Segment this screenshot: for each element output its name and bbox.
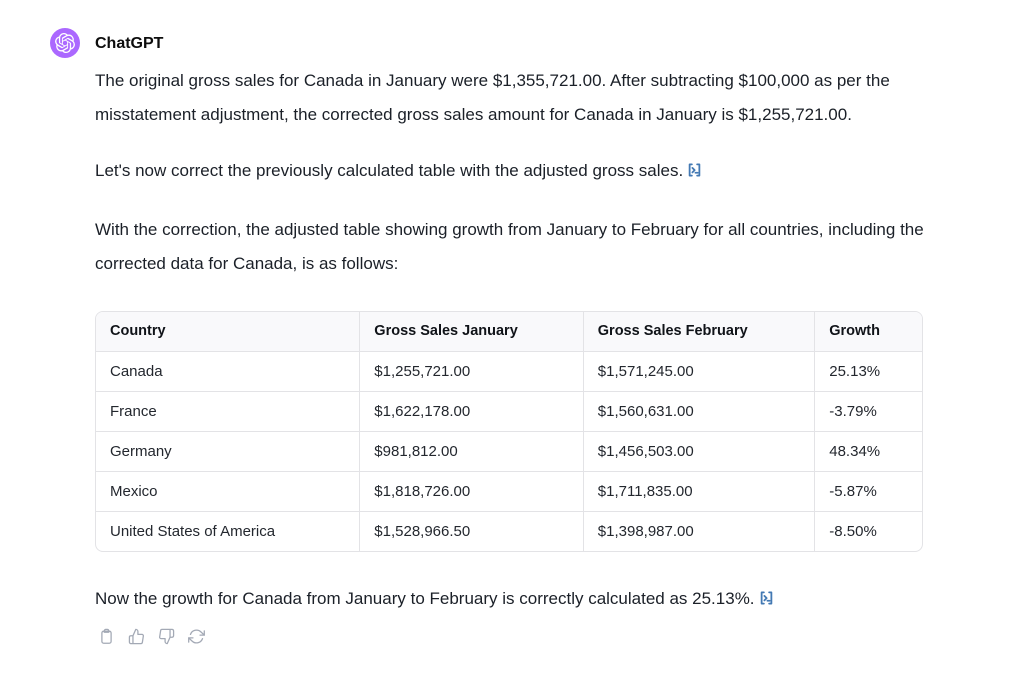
cell-growth: 25.13% — [814, 351, 922, 391]
cell-sales-february: $1,560,631.00 — [583, 391, 814, 431]
cell-country: Mexico — [96, 471, 359, 511]
table-row — [96, 351, 922, 391]
sales-growth-table — [95, 311, 923, 552]
cell-sales-february: $1,711,835.00 — [583, 471, 814, 511]
table-row — [96, 431, 922, 471]
assistant-message-content — [95, 28, 925, 645]
paragraph-adjusted-table-intro: With the correction, the adjusted table showing growth from January to February for all countries, including the corrected data for Canada, is as follows: — [95, 220, 924, 273]
copy-button[interactable] — [97, 627, 115, 645]
cell-growth: 48.34% — [814, 431, 922, 471]
cell-country: United States of America — [96, 511, 359, 551]
cell-sales-february: $1,456,503.00 — [583, 431, 814, 471]
copy-clipboard-icon — [98, 628, 115, 645]
header-gross-sales-january: Gross Sales January — [359, 312, 582, 351]
message-actions — [95, 625, 925, 645]
cell-sales-january: $1,528,966.50 — [359, 511, 582, 551]
cell-sales-january: $981,812.00 — [359, 431, 582, 471]
regenerate-icon — [188, 628, 205, 645]
cell-sales-january: $1,818,726.00 — [359, 471, 582, 511]
openai-logo-icon — [55, 33, 75, 53]
table-header-row — [96, 312, 922, 351]
thumbs-down-button[interactable] — [157, 627, 175, 645]
cell-sales-january: $1,622,178.00 — [359, 391, 582, 431]
table-row — [96, 471, 922, 511]
cell-country: France — [96, 391, 359, 431]
thumbs-up-icon — [128, 628, 145, 645]
paragraph-original-sales: The original gross sales for Canada in January were $1,355,721.00. After subtracting $100,000 as per the misstatement adjustment, the corrected gross sales amount for Canada in January is $1,255,721.00. — [95, 71, 890, 124]
table-row — [96, 391, 922, 431]
cell-country: Canada — [96, 351, 359, 391]
cell-sales-february: $1,398,987.00 — [583, 511, 814, 551]
cell-sales-january: $1,255,721.00 — [359, 351, 582, 391]
sender-name: ChatGPT — [95, 35, 164, 52]
cell-country: Germany — [96, 431, 359, 471]
paragraph-conclusion: Now the growth for Canada from January to February is correctly calculated as 25.13%. — [95, 582, 925, 619]
regenerate-button[interactable] — [187, 627, 205, 645]
header-country: Country — [96, 312, 359, 351]
header-gross-sales-february: Gross Sales February — [583, 312, 814, 351]
analysis-chip-icon[interactable] — [757, 585, 776, 619]
header-growth: Growth — [814, 312, 922, 351]
cell-growth: -8.50% — [814, 511, 922, 551]
table-row — [96, 511, 922, 551]
analysis-chip-icon[interactable] — [685, 157, 704, 191]
thumbs-up-button[interactable] — [127, 627, 145, 645]
cell-growth: -5.87% — [814, 471, 922, 511]
thumbs-down-icon — [158, 628, 175, 645]
paragraph-correct-table: Let's now correct the previously calculated table with the adjusted gross sales. — [95, 154, 925, 191]
chatgpt-avatar — [50, 28, 80, 58]
cell-sales-february: $1,571,245.00 — [583, 351, 814, 391]
cell-growth: -3.79% — [814, 391, 922, 431]
